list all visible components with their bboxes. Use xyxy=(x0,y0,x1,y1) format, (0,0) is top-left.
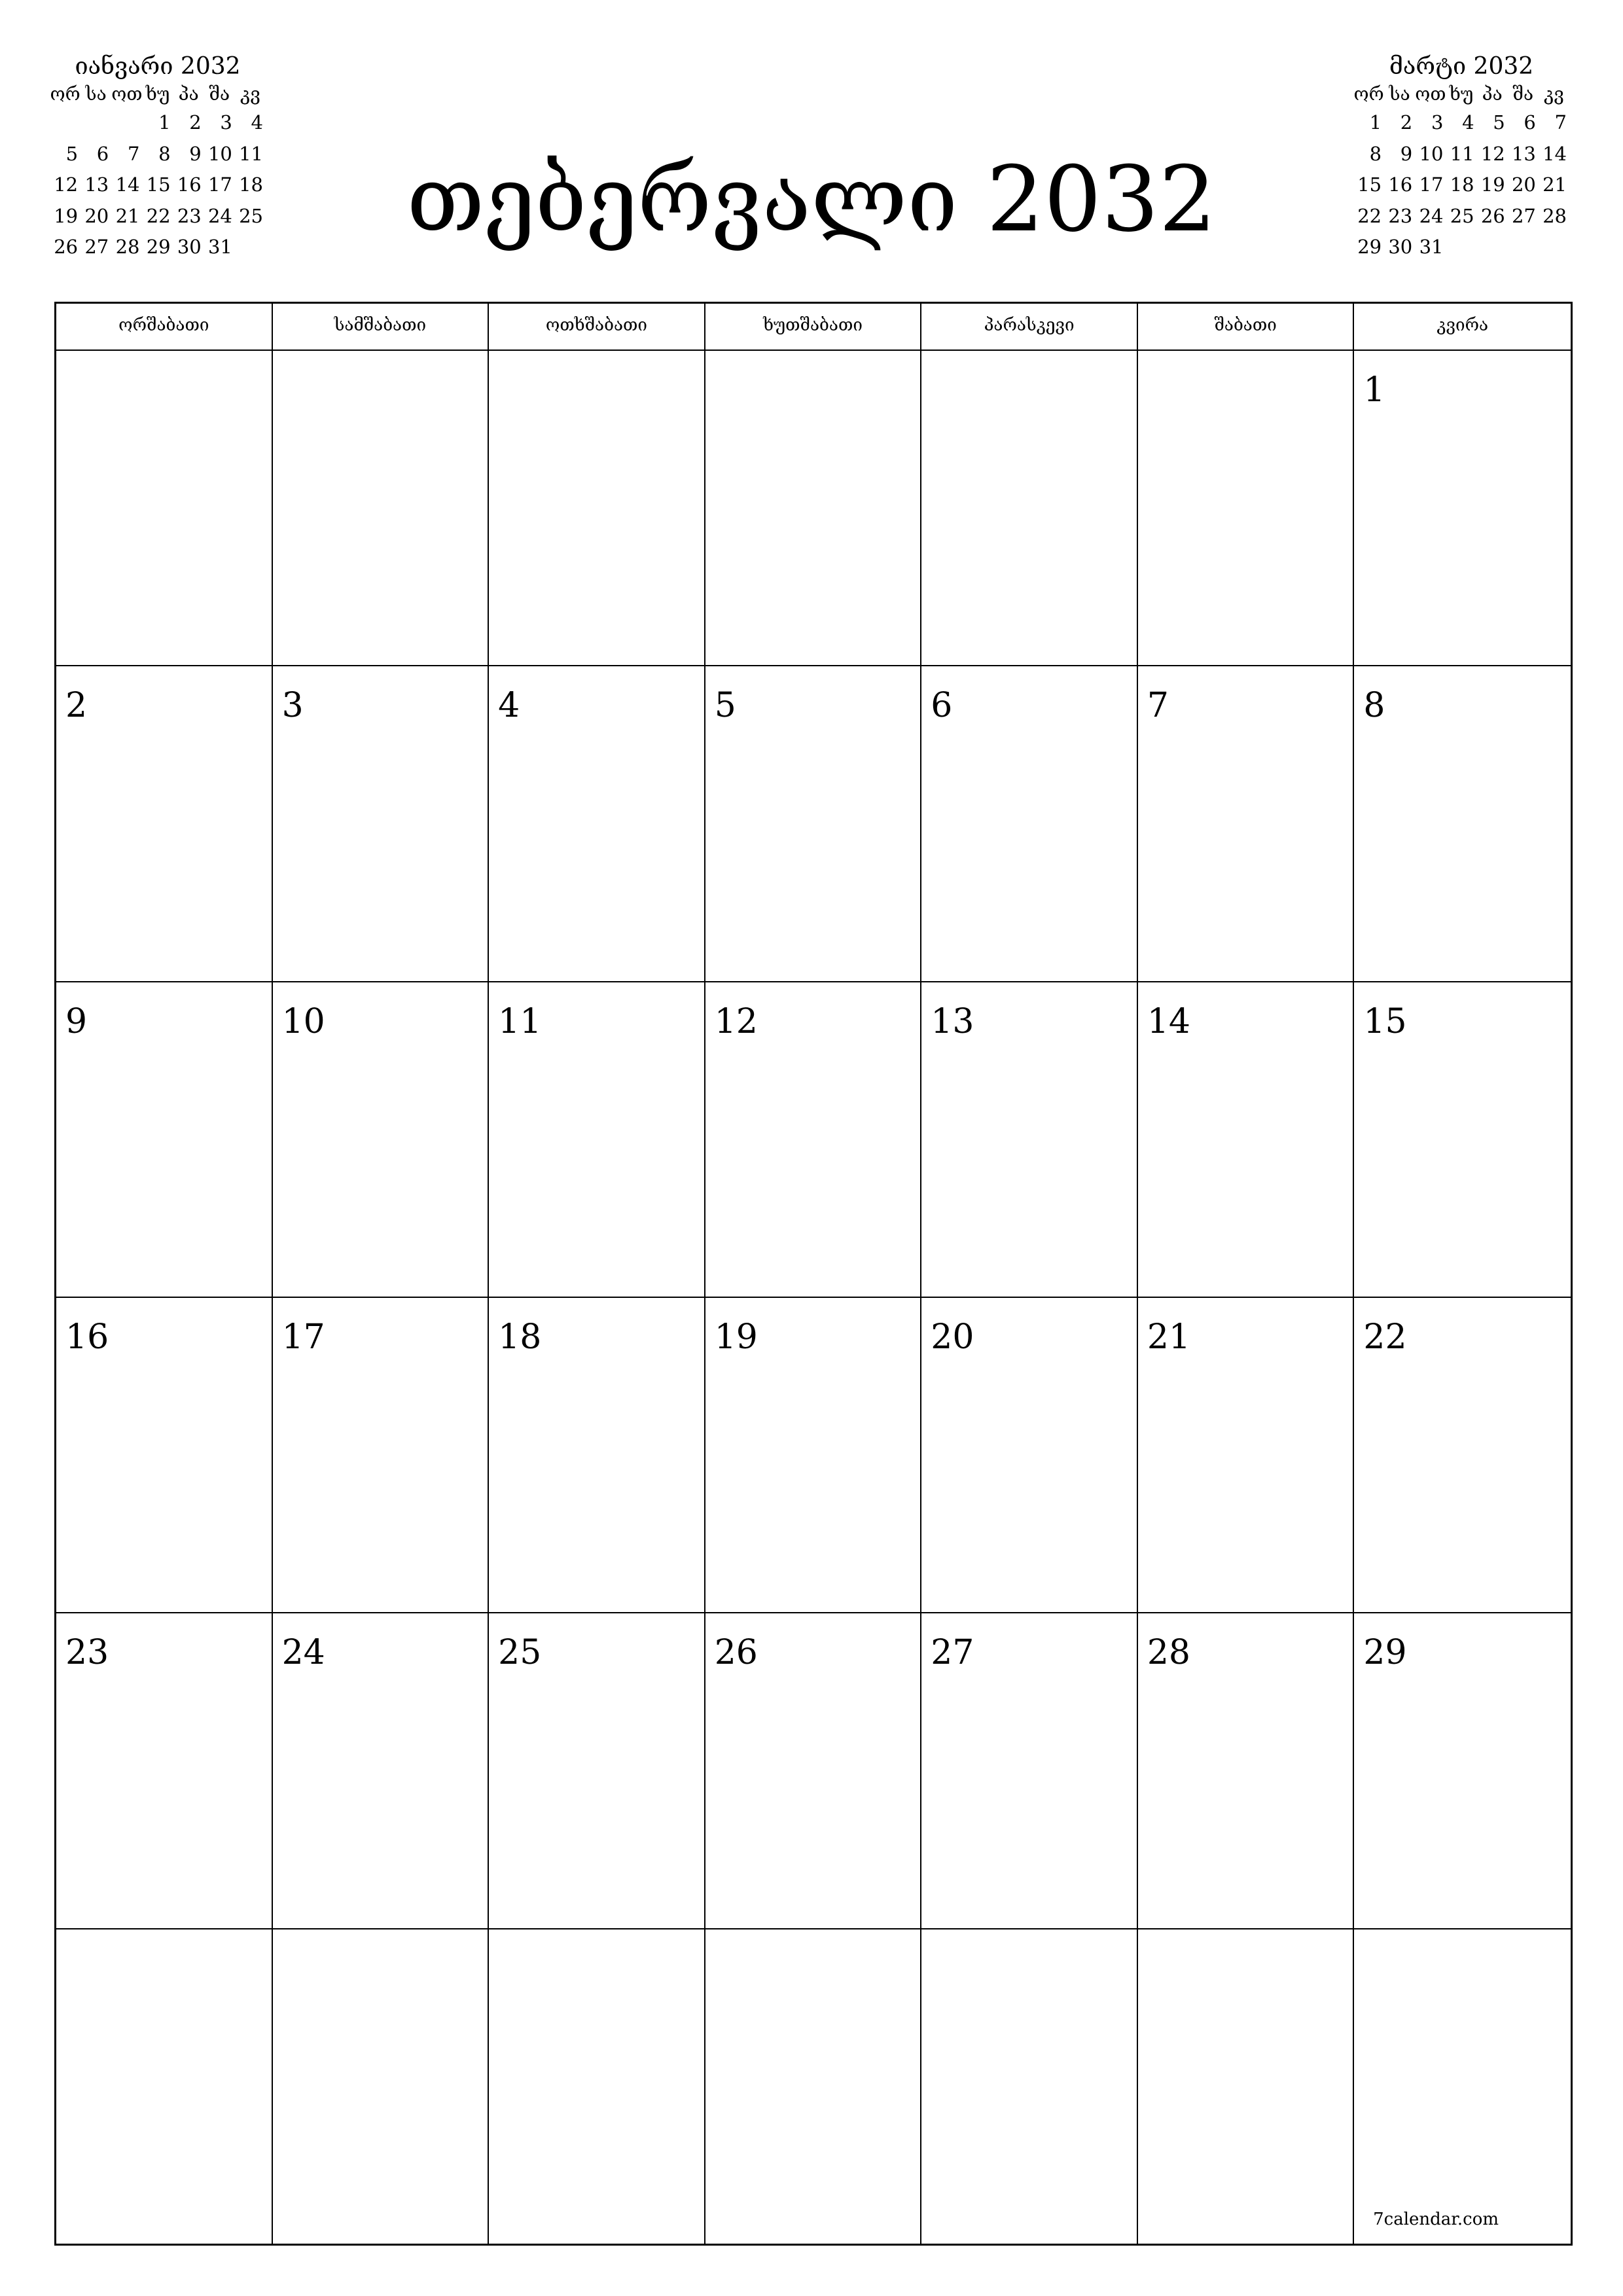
day-cell[interactable] xyxy=(705,1613,922,1928)
weekday-header: პარასკევი xyxy=(921,304,1138,350)
mini-day: 17 xyxy=(1419,173,1444,196)
day-number: 28 xyxy=(1147,1633,1191,1673)
day-cell[interactable] xyxy=(56,1613,273,1928)
week-row xyxy=(56,666,1571,982)
mini-day: 13 xyxy=(1511,142,1536,165)
mini-day: 16 xyxy=(177,173,202,196)
mini-day: 10 xyxy=(1419,142,1444,165)
day-number: 27 xyxy=(931,1633,974,1673)
mini-day xyxy=(50,107,80,139)
mini-day: 29 xyxy=(146,236,171,258)
mini-day xyxy=(235,232,266,263)
day-cell[interactable] xyxy=(1354,351,1571,665)
mini-weekday-label: ორ xyxy=(50,83,80,105)
mini-day: 7 xyxy=(128,142,140,165)
day-number: 4 xyxy=(498,686,520,726)
day-number: 8 xyxy=(1363,686,1385,726)
weekday-header: ორშაბათი xyxy=(56,304,273,350)
mini-day: 10 xyxy=(207,142,232,165)
day-number: 16 xyxy=(65,1318,109,1357)
day-number: 5 xyxy=(714,686,736,726)
day-cell[interactable] xyxy=(705,1929,922,2245)
day-cell[interactable] xyxy=(921,982,1138,1297)
day-cell[interactable] xyxy=(705,351,922,665)
mini-day: 14 xyxy=(1543,142,1567,165)
day-number: 7 xyxy=(1147,686,1169,726)
day-cell[interactable] xyxy=(489,1613,705,1928)
day-cell[interactable] xyxy=(705,982,922,1297)
day-number: 17 xyxy=(281,1318,325,1357)
mini-day: 24 xyxy=(1419,204,1444,227)
week-row xyxy=(56,982,1571,1298)
mini-day: 27 xyxy=(1511,204,1536,227)
day-cell[interactable] xyxy=(1354,1298,1571,1612)
day-cell[interactable] xyxy=(921,351,1138,665)
mini-day: 21 xyxy=(115,204,140,227)
mini-calendar-grid xyxy=(1353,81,1569,263)
mini-day: 1 xyxy=(1369,111,1382,134)
day-cell[interactable] xyxy=(1138,666,1355,980)
mini-day: 2 xyxy=(1400,111,1413,134)
mini-day: 31 xyxy=(207,236,232,258)
weekday-header: სამშაბათი xyxy=(273,304,490,350)
mini-day: 4 xyxy=(251,111,263,134)
mini-day: 19 xyxy=(54,204,79,227)
day-number: 19 xyxy=(714,1318,758,1357)
day-number: 1 xyxy=(1363,370,1385,410)
mini-day: 30 xyxy=(177,236,202,258)
mini-day: 23 xyxy=(1388,204,1413,227)
week-rows xyxy=(56,351,1571,2245)
day-cell[interactable] xyxy=(1354,1929,1571,2245)
day-cell[interactable] xyxy=(489,666,705,980)
day-cell[interactable] xyxy=(489,982,705,1297)
week-row xyxy=(56,351,1571,666)
day-number: 18 xyxy=(498,1318,542,1357)
mini-calendar-title: იანვარი 2032 xyxy=(75,53,241,80)
week-row xyxy=(56,1929,1571,2245)
day-cell[interactable] xyxy=(56,666,273,980)
day-cell[interactable] xyxy=(921,1298,1138,1612)
mini-day: 2 xyxy=(189,111,202,134)
day-cell[interactable] xyxy=(1138,1613,1355,1928)
weekday-header: ხუთშაბათი xyxy=(705,304,922,350)
mini-day xyxy=(1446,232,1476,263)
mini-weekday-label: კვ xyxy=(1543,83,1564,105)
mini-calendar-title: მარტი 2032 xyxy=(1389,53,1534,80)
mini-weekday-label: ოთ xyxy=(1415,83,1446,105)
day-cell[interactable] xyxy=(1138,1929,1355,2245)
day-number: 10 xyxy=(281,1001,325,1041)
mini-day: 15 xyxy=(1357,173,1382,196)
mini-day xyxy=(111,107,142,139)
mini-day: 7 xyxy=(1554,111,1567,134)
day-number: 25 xyxy=(498,1633,542,1673)
day-cell[interactable] xyxy=(1354,982,1571,1297)
day-cell[interactable] xyxy=(921,1613,1138,1928)
mini-day: 25 xyxy=(1450,204,1474,227)
mini-day: 18 xyxy=(1450,173,1474,196)
day-number: 26 xyxy=(714,1633,758,1673)
day-number: 20 xyxy=(931,1318,974,1357)
weekday-header: ოთხშაბათი xyxy=(489,304,705,350)
mini-day: 26 xyxy=(54,236,79,258)
mini-day: 18 xyxy=(239,173,263,196)
day-number: 9 xyxy=(65,1001,88,1041)
mini-weekday-label: ხუ xyxy=(1449,83,1474,105)
day-cell[interactable] xyxy=(1354,666,1571,980)
day-cell[interactable] xyxy=(1138,982,1355,1297)
day-number: 12 xyxy=(714,1001,758,1041)
mini-day: 3 xyxy=(1431,111,1444,134)
day-number: 13 xyxy=(931,1001,974,1041)
day-cell[interactable] xyxy=(56,1298,273,1612)
day-number: 23 xyxy=(65,1633,109,1673)
mini-day: 17 xyxy=(207,173,232,196)
mini-weekday-label: პა xyxy=(1482,83,1503,105)
day-cell[interactable] xyxy=(56,982,273,1297)
mini-weekday-label: ხუ xyxy=(145,83,170,105)
mini-day: 21 xyxy=(1543,173,1567,196)
mini-day: 22 xyxy=(1357,204,1382,227)
day-cell[interactable] xyxy=(273,351,490,665)
day-number: 11 xyxy=(498,1001,542,1041)
mini-day: 28 xyxy=(1543,204,1567,227)
day-cell[interactable] xyxy=(273,982,490,1297)
day-number: 6 xyxy=(931,686,953,726)
day-number: 14 xyxy=(1147,1001,1191,1041)
mini-day: 28 xyxy=(115,236,140,258)
mini-weekday-label: პა xyxy=(178,83,199,105)
day-cell[interactable] xyxy=(489,1298,705,1612)
month-grid xyxy=(54,302,1573,2246)
day-cell[interactable] xyxy=(1138,1298,1355,1612)
day-number: 2 xyxy=(65,686,88,726)
mini-day: 14 xyxy=(115,173,140,196)
mini-day: 24 xyxy=(207,204,232,227)
mini-day: 15 xyxy=(146,173,171,196)
mini-day: 22 xyxy=(146,204,171,227)
mini-day: 20 xyxy=(84,204,109,227)
day-number: 15 xyxy=(1363,1001,1407,1041)
week-row xyxy=(56,1613,1571,1929)
mini-day: 13 xyxy=(84,173,109,196)
mini-weekday-label: შა xyxy=(1512,83,1534,105)
mini-day: 5 xyxy=(65,142,79,165)
mini-weekday-label: კვ xyxy=(240,83,260,105)
mini-day: 12 xyxy=(1480,142,1505,165)
day-cell[interactable] xyxy=(489,351,705,665)
mini-day: 3 xyxy=(220,111,232,134)
day-cell[interactable] xyxy=(273,666,490,980)
weekday-header: კვირა xyxy=(1436,315,1489,335)
mini-day: 9 xyxy=(189,142,202,165)
mini-day: 30 xyxy=(1388,236,1413,258)
day-cell[interactable] xyxy=(705,1298,922,1612)
mini-weekday-label: სა xyxy=(85,83,107,105)
mini-day: 5 xyxy=(1493,111,1505,134)
mini-calendar-next xyxy=(1353,52,1569,263)
day-cell[interactable] xyxy=(56,351,273,665)
mini-day: 11 xyxy=(239,142,263,165)
mini-day xyxy=(1539,232,1569,263)
mini-day: 6 xyxy=(1524,111,1536,134)
mini-day: 25 xyxy=(239,204,263,227)
day-number: 24 xyxy=(281,1633,325,1673)
mini-day: 23 xyxy=(177,204,202,227)
mini-day: 19 xyxy=(1480,173,1505,196)
week-row xyxy=(56,1298,1571,1613)
page-title: თებერვალი 2032 xyxy=(406,147,1217,252)
day-cell[interactable] xyxy=(1354,1613,1571,1928)
mini-day: 8 xyxy=(158,142,171,165)
day-cell[interactable] xyxy=(56,1929,273,2245)
day-cell[interactable] xyxy=(273,1929,490,2245)
mini-weekday-label: ოთ xyxy=(111,83,143,105)
mini-day: 6 xyxy=(96,142,109,165)
mini-weekday-label: სა xyxy=(1389,83,1410,105)
weekday-header-row xyxy=(56,304,1571,351)
mini-calendar-prev xyxy=(50,52,266,263)
mini-day xyxy=(1508,232,1539,263)
mini-day: 4 xyxy=(1462,111,1474,134)
day-cell[interactable] xyxy=(921,1929,1138,2245)
mini-day: 31 xyxy=(1419,236,1444,258)
mini-day xyxy=(80,107,111,139)
mini-day xyxy=(1477,232,1508,263)
day-number: 29 xyxy=(1363,1633,1407,1673)
mini-day: 9 xyxy=(1400,142,1413,165)
mini-day: 27 xyxy=(84,236,109,258)
mini-day: 20 xyxy=(1511,173,1536,196)
day-cell[interactable] xyxy=(705,666,922,980)
day-cell[interactable] xyxy=(921,666,1138,980)
day-cell[interactable] xyxy=(1138,351,1355,665)
day-number: 22 xyxy=(1363,1318,1407,1357)
day-cell[interactable] xyxy=(489,1929,705,2245)
mini-day: 11 xyxy=(1450,142,1474,165)
mini-day: 16 xyxy=(1388,173,1413,196)
day-number: 3 xyxy=(281,686,304,726)
weekday-header: შაბათი xyxy=(1138,304,1355,350)
day-cell[interactable] xyxy=(273,1613,490,1928)
mini-day: 1 xyxy=(158,111,171,134)
mini-weekday-label: შა xyxy=(209,83,230,105)
mini-calendar-grid xyxy=(50,81,266,263)
mini-day: 26 xyxy=(1480,204,1505,227)
mini-day: 8 xyxy=(1369,142,1382,165)
mini-day: 29 xyxy=(1357,236,1382,258)
mini-weekday-label: ორ xyxy=(1353,83,1384,105)
day-cell[interactable] xyxy=(273,1298,490,1612)
mini-day: 12 xyxy=(54,173,79,196)
site-credit: 7calendar.com xyxy=(1373,2210,1499,2229)
day-number: 21 xyxy=(1147,1318,1191,1357)
